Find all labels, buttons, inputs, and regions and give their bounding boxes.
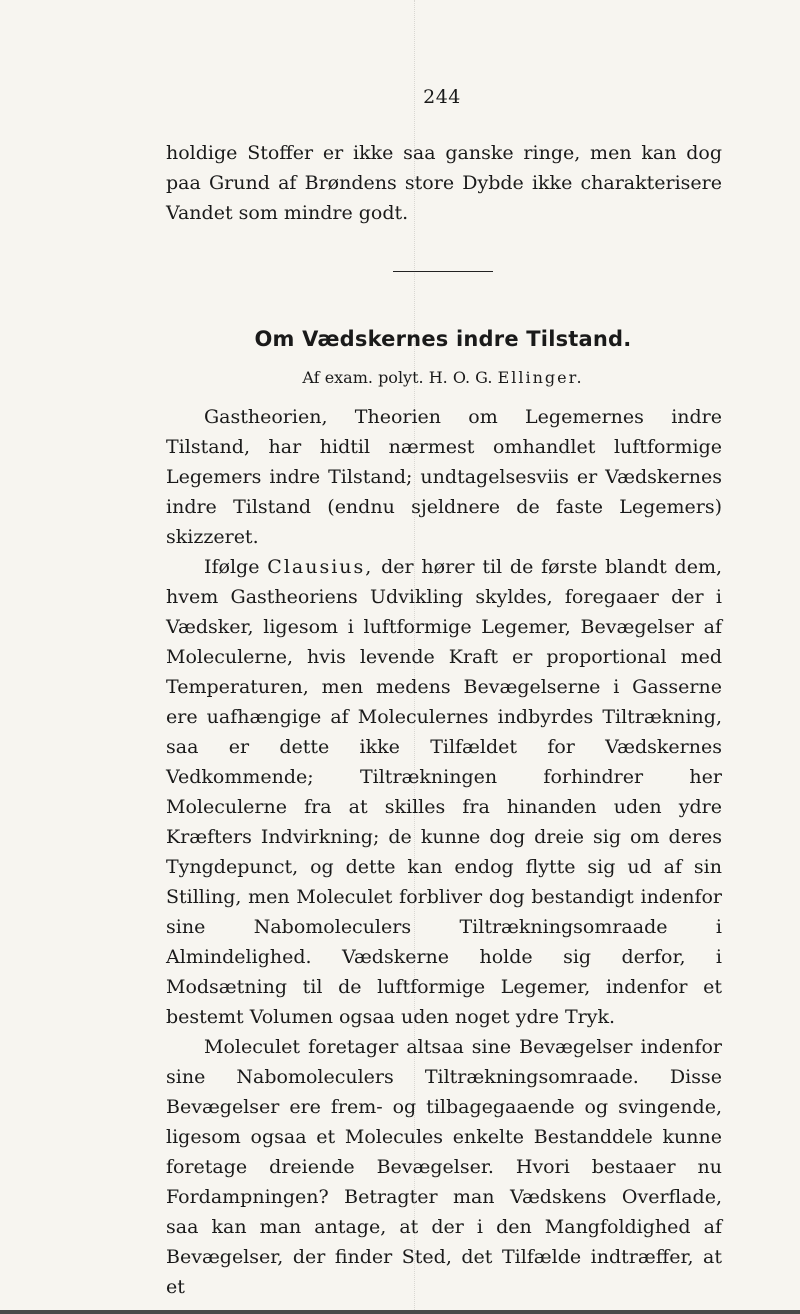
article-paragraph-1: Gastheorien, Theorien om Legemernes indre Tilstand, har hidtil nærmest omhandlet luftformige Legemers indre Tilstand; undtagelsesviis er Vædskernes indre Tilstand (endnu sjeldnere de faste Legemers) skizzeret.: [166, 406, 722, 548]
intro-paragraph: holdige Stoffer er ikke saa ganske ringe, men kan dog paa Grund af Brøndens store Dybde ikke charakterisere Vandet som mindre godt.: [166, 142, 722, 224]
byline-prefix: Af exam. polyt. H. O. G.: [302, 368, 498, 387]
paragraph-2-name: Clausius,: [267, 556, 374, 578]
article-byline: [0, 368, 800, 387]
byline-author: Ellinger.: [497, 368, 584, 387]
paragraph-2-prefix: Ifølge: [204, 556, 268, 578]
article-title: Om Vædskernes indre Tilstand.: [254, 327, 632, 351]
section-divider: [393, 271, 493, 272]
article-paragraph-3: Moleculet foretager altsaa sine Bevægelser indenfor sine Nabomoleculers Tiltrækningsomraade. Disse Bevægelser ere frem- og tilbagegaaende og svingende, ligesom ogsaa et Molecules enkelte Bestanddele kunne foretage dreiende Bevægelser. Hvori bestaaer nu Fordampningen? Betragter man Vædskens Overflade, saa kan man antage, at der i den Mangfoldighed af Bevægelser, der finder Sted, det Tilfælde indtræffer, at et: [166, 1036, 722, 1298]
intro-paragraph-block: [166, 138, 722, 228]
page-number: 244: [423, 86, 461, 108]
article-paragraph-2: [166, 552, 722, 1032]
paragraph-2-rest: der hører til de første blandt dem, hvem Gastheoriens Udvikling skyldes, foregaaer der i Vædsker, ligesom i luftformige Legemer, Bevægelser af Moleculerne, hvis levende Kraft er proportional med Temperaturen, men medens Bevægelserne i Gasserne ere uafhængige af Moleculernes indbyrdes Tiltrækning, saa er dette ikke Tilfældet for Vædskernes Vedkommende; Tiltrækningen forhindrer her Moleculerne fra at skilles fra hinanden uden ydre Kræfters Indvirkning; de kunne dog dreie sig om deres Tyngdepunct, og dette kan endog flytte sig ud af sin Stilling, men Moleculet forbliver dog bestandigt indenfor sine Nabomoleculers Tiltrækningsomraade i Almindelighed. Vædskerne holde sig derfor, i Modsætning til de luftformige Legemer, indenfor et bestemt Volumen ogsaa uden noget ydre Tryk.: [166, 556, 723, 1028]
page-bottom-edge: [0, 1310, 800, 1314]
article-body: [166, 402, 722, 1302]
